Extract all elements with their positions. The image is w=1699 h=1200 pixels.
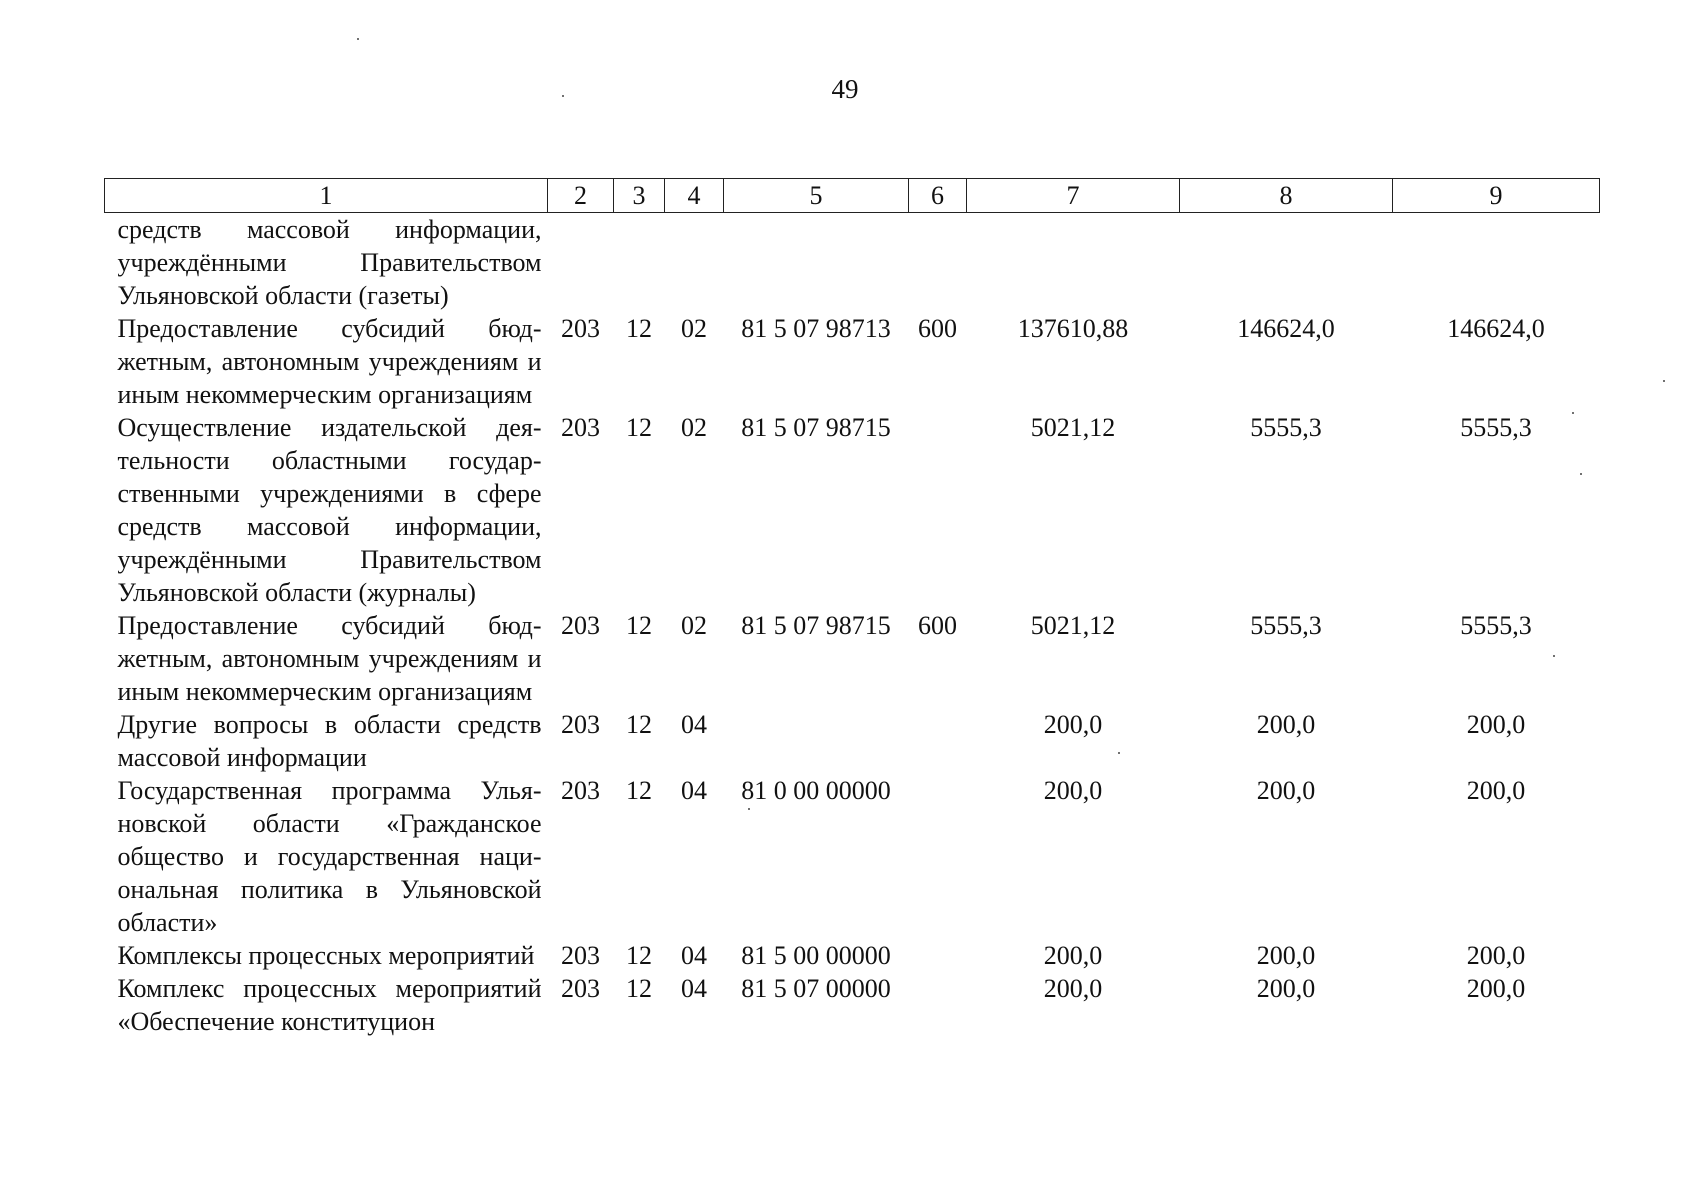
cell-target: 81 5 07 98715 bbox=[741, 413, 891, 442]
budget-table bbox=[104, 178, 1600, 1038]
cell-admin: 203 bbox=[561, 710, 600, 739]
cell-col8: 200,0 bbox=[1256, 941, 1316, 970]
cell-target: 81 5 07 00000 bbox=[741, 974, 891, 1003]
column-header: 3 bbox=[614, 179, 665, 213]
row-name: Комплекс процессных мероприятий «Обеспечение конституцион bbox=[117, 974, 542, 1036]
scan-speck bbox=[562, 95, 564, 97]
cell-admin: 203 bbox=[561, 611, 600, 640]
cell-admin: 203 bbox=[561, 413, 600, 442]
cell-target bbox=[724, 213, 909, 313]
column-header: 1 bbox=[105, 179, 548, 213]
cell-type bbox=[909, 708, 967, 774]
table-row bbox=[105, 411, 1600, 609]
cell-col7: 5021,12 bbox=[1030, 413, 1116, 442]
cell-col7: 137610,88 bbox=[1017, 314, 1129, 343]
cell-col8: 200,0 bbox=[1256, 974, 1316, 1003]
column-header: 4 bbox=[665, 179, 724, 213]
table-row bbox=[105, 939, 1600, 972]
cell-type: 600 bbox=[918, 314, 957, 343]
cell-section: 12 bbox=[626, 314, 652, 343]
column-header: 6 bbox=[909, 179, 967, 213]
cell-col9 bbox=[1393, 213, 1600, 313]
cell-col8 bbox=[1180, 213, 1393, 313]
cell-subsection: 02 bbox=[681, 611, 707, 640]
cell-target: 81 5 07 98715 bbox=[741, 611, 891, 640]
row-name: Государственная программа Ульяновской области «Гражданское общество и государственная национальная политика в Ульяновской области» bbox=[117, 776, 542, 937]
cell-type: 600 bbox=[918, 611, 957, 640]
cell-col8: 5555,3 bbox=[1250, 413, 1322, 442]
table-row bbox=[105, 312, 1600, 411]
cell-col9: 200,0 bbox=[1466, 974, 1526, 1003]
cell-subsection bbox=[665, 213, 724, 313]
cell-col8: 146624,0 bbox=[1237, 314, 1335, 343]
cell-type bbox=[909, 939, 967, 972]
cell-section: 12 bbox=[626, 611, 652, 640]
column-header: 5 bbox=[724, 179, 909, 213]
cell-col9: 200,0 bbox=[1466, 941, 1526, 970]
cell-col8: 200,0 bbox=[1256, 776, 1316, 805]
table-body bbox=[105, 213, 1600, 1039]
cell-type bbox=[909, 213, 967, 313]
row-name: Осуществление издательской деятельности областными государственными учреждениями в сфере средств массовой информации, учреждёнными Правительством Ульяновской области (журналы) bbox=[117, 413, 542, 607]
cell-admin bbox=[548, 213, 614, 313]
column-header: 7 bbox=[967, 179, 1180, 213]
scan-speck bbox=[357, 38, 359, 40]
cell-target: 81 0 00 00000 bbox=[741, 776, 891, 805]
cell-type bbox=[909, 972, 967, 1038]
cell-admin: 203 bbox=[561, 776, 600, 805]
table-row bbox=[105, 609, 1600, 708]
cell-subsection: 04 bbox=[681, 974, 707, 1003]
scan-speck bbox=[1663, 380, 1665, 382]
cell-section: 12 bbox=[626, 974, 652, 1003]
cell-col7: 200,0 bbox=[1043, 941, 1103, 970]
table-row bbox=[105, 774, 1600, 939]
row-name: Другие вопросы в области средств массовой информации bbox=[117, 710, 542, 772]
cell-target: 81 5 07 98713 bbox=[741, 314, 891, 343]
cell-subsection: 04 bbox=[681, 941, 707, 970]
cell-col9: 5555,3 bbox=[1460, 413, 1532, 442]
row-name: Комплексы процессных мероприятий bbox=[117, 941, 535, 970]
cell-subsection: 02 bbox=[681, 413, 707, 442]
table-row bbox=[105, 213, 1600, 313]
cell-subsection: 04 bbox=[681, 710, 707, 739]
cell-target: 81 5 00 00000 bbox=[741, 941, 891, 970]
cell-section: 12 bbox=[626, 710, 652, 739]
cell-section: 12 bbox=[626, 776, 652, 805]
column-header: 8 bbox=[1180, 179, 1393, 213]
column-header: 9 bbox=[1393, 179, 1600, 213]
cell-col8: 200,0 bbox=[1256, 710, 1316, 739]
header-row bbox=[105, 179, 1600, 213]
cell-col7: 200,0 bbox=[1043, 974, 1103, 1003]
row-name: средств массовой информации, учреждёнными Правительством Ульяновской области (газеты) bbox=[117, 215, 542, 310]
cell-subsection: 04 bbox=[681, 776, 707, 805]
table-row bbox=[105, 972, 1600, 1038]
cell-col7: 200,0 bbox=[1043, 776, 1103, 805]
cell-admin: 203 bbox=[561, 974, 600, 1003]
row-name: Предоставление субсидий бюджетным, автономным учреждениям и иным некоммерческим организациям bbox=[117, 314, 542, 409]
cell-admin: 203 bbox=[561, 314, 600, 343]
cell-section: 12 bbox=[626, 941, 652, 970]
cell-admin: 203 bbox=[561, 941, 600, 970]
cell-type bbox=[909, 411, 967, 609]
cell-col9: 5555,3 bbox=[1460, 611, 1532, 640]
cell-type bbox=[909, 774, 967, 939]
row-name: Предоставление субсидий бюджетным, автономным учреждениям и иным некоммерческим организациям bbox=[117, 611, 542, 706]
cell-col7: 5021,12 bbox=[1030, 611, 1116, 640]
cell-col9: 146624,0 bbox=[1447, 314, 1545, 343]
table-row bbox=[105, 708, 1600, 774]
column-header: 2 bbox=[548, 179, 614, 213]
table-header bbox=[105, 179, 1600, 213]
cell-section bbox=[614, 213, 665, 313]
page-number: 49 bbox=[831, 74, 859, 104]
cell-col9: 200,0 bbox=[1466, 710, 1526, 739]
cell-section: 12 bbox=[626, 413, 652, 442]
cell-col7 bbox=[967, 213, 1180, 313]
cell-target bbox=[724, 708, 909, 774]
cell-subsection: 02 bbox=[681, 314, 707, 343]
cell-col8: 5555,3 bbox=[1250, 611, 1322, 640]
cell-col7: 200,0 bbox=[1043, 710, 1103, 739]
cell-col9: 200,0 bbox=[1466, 776, 1526, 805]
